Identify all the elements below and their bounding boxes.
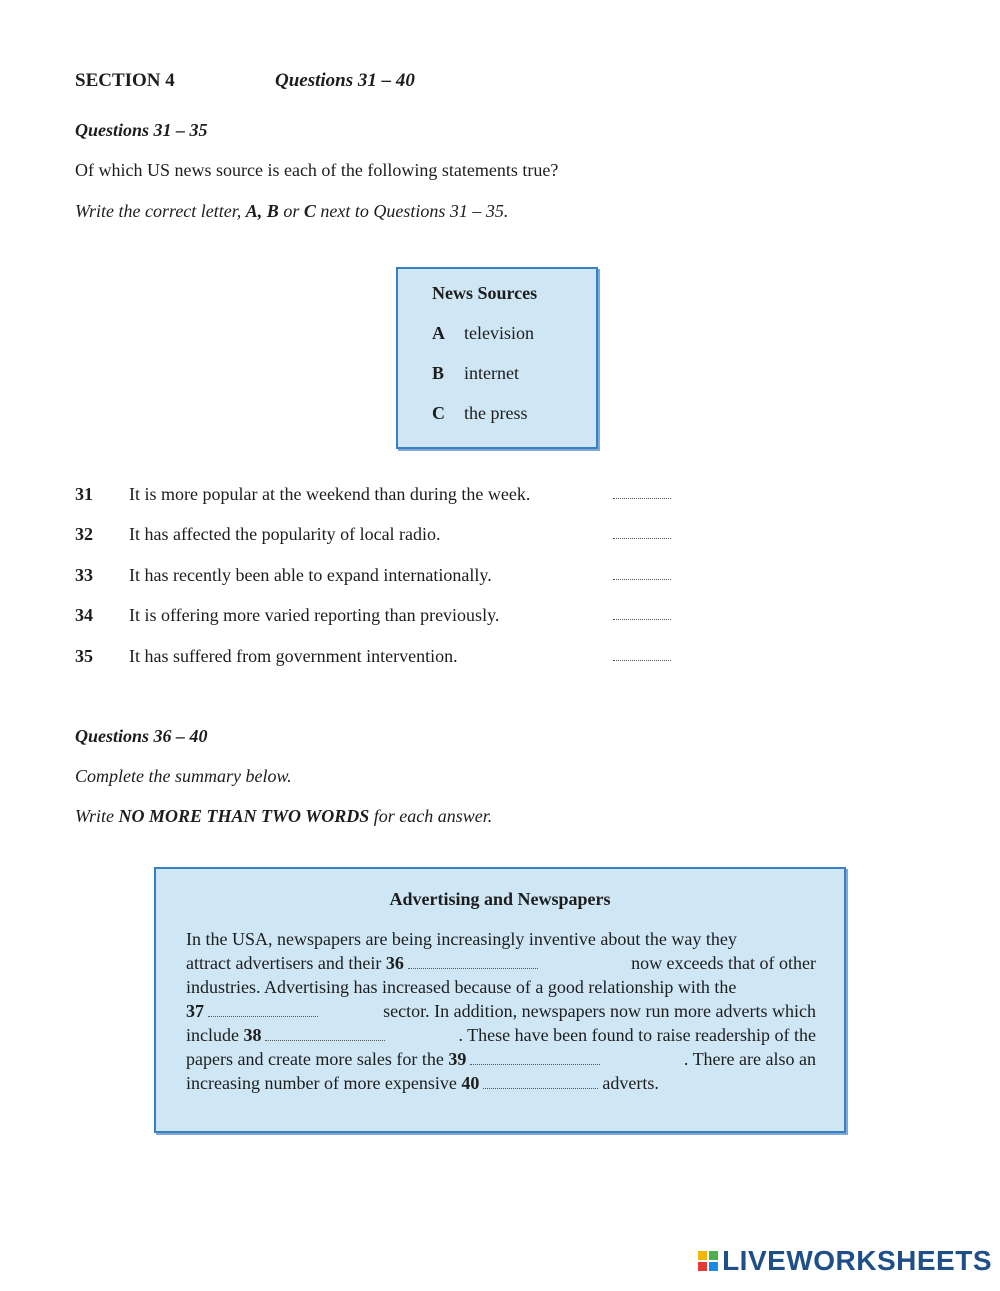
question-row [75,605,675,631]
answer-blank[interactable] [613,536,671,539]
summary-line [186,1073,816,1094]
gap-number: 39 [448,1049,467,1069]
source-item [432,323,534,344]
summary-text: In the USA, newspapers are being increasingly inventive about the way they [186,929,737,949]
answer-gap-37[interactable] [208,1004,318,1017]
summary-line [186,1025,816,1046]
logo-square-green [709,1251,718,1260]
directive-text-end: for each answer. [369,806,493,826]
answer-gap-38[interactable] [265,1028,385,1041]
answer-blank[interactable] [613,658,671,661]
directive-letters: A, B [245,201,279,221]
part1-instruction: Of which US news source is each of the following statements true? [75,160,559,180]
question-text: It has affected the popularity of local radio. [129,524,441,544]
answer-gap-40[interactable] [483,1076,598,1089]
answer-blank[interactable] [613,577,671,580]
summary-line [186,953,816,974]
source-label: internet [464,363,519,383]
directive-letter-c: C [303,201,316,221]
summary-text: papers and create more sales for the [186,1049,444,1069]
directive-text: Write [75,806,119,826]
part1-directive [75,201,508,222]
summary-text: . These have been found to raise readership of the [458,1025,816,1045]
question-row [75,484,675,510]
question-number: 33 [75,565,93,585]
answer-gap-39[interactable] [470,1052,600,1065]
summary-text: sector. In addition, newspapers now run more adverts which [383,1001,816,1021]
directive-bold: NO MORE THAN TWO WORDS [118,806,370,826]
question-number: 31 [75,484,93,504]
part1-heading: Questions 31 – 35 [75,120,208,140]
source-letter: C [432,403,445,423]
source-item [432,363,519,384]
liveworksheets-logo-icon [698,1251,718,1271]
gap-number: 40 [461,1073,480,1093]
answer-gap-36[interactable] [408,956,538,969]
question-number: 32 [75,524,93,544]
question-number: 34 [75,605,93,625]
summary-text: include [186,1025,239,1045]
summary-text: industries. Advertising has increased because of a good relationship with the [186,977,737,997]
question-text: It has recently been able to expand internationally. [129,565,492,585]
summary-text: attract advertisers and their [186,953,382,973]
part2-heading: Questions 36 – 40 [75,726,208,746]
answer-blank[interactable] [613,496,671,499]
directive-text: Write the correct letter, [75,201,246,221]
question-text: It is more popular at the weekend than during the week. [129,484,531,504]
source-letter: B [432,363,445,383]
logo-square-blue [709,1262,718,1271]
liveworksheets-brand: LIVEWORKSHEETS [722,1245,992,1276]
summary-line [186,1049,816,1070]
part2-instruction: Complete the summary below. [75,766,292,786]
summary-text: now exceeds that of other [631,953,816,973]
gap-number: 37 [186,1001,204,1021]
summary-title: Advertising and Newspapers [389,889,611,909]
source-label: television [464,323,534,343]
summary-text: adverts. [602,1073,659,1093]
summary-text: increasing number of more expensive [186,1073,457,1093]
question-text: It is offering more varied reporting than previously. [129,605,500,625]
source-item [432,403,527,424]
part2-directive [75,806,492,827]
summary-line [186,1001,816,1022]
question-number: 35 [75,646,93,666]
answer-blank[interactable] [613,617,671,620]
question-text: It has suffered from government intervention. [129,646,458,666]
source-letter: A [432,323,445,343]
summary-box [154,867,846,1133]
source-label: the press [464,403,528,423]
news-sources-box [396,267,598,449]
directive-text-end: next to Questions 31 – 35. [315,201,509,221]
question-row [75,646,675,672]
summary-text: . There are also an [683,1049,816,1069]
section-title: SECTION 4 [75,70,175,91]
liveworksheets-logo [698,1245,992,1277]
gap-number: 36 [385,953,404,973]
gap-number: 38 [243,1025,262,1045]
logo-square-red [698,1262,707,1271]
news-sources-title: News Sources [432,283,538,303]
question-row [75,565,675,591]
summary-line [186,929,816,950]
directive-or: or [278,201,304,221]
logo-square-yellow [698,1251,707,1260]
question-row [75,524,675,550]
section-questions-range: Questions 31 – 40 [275,70,415,91]
summary-line [186,977,816,998]
